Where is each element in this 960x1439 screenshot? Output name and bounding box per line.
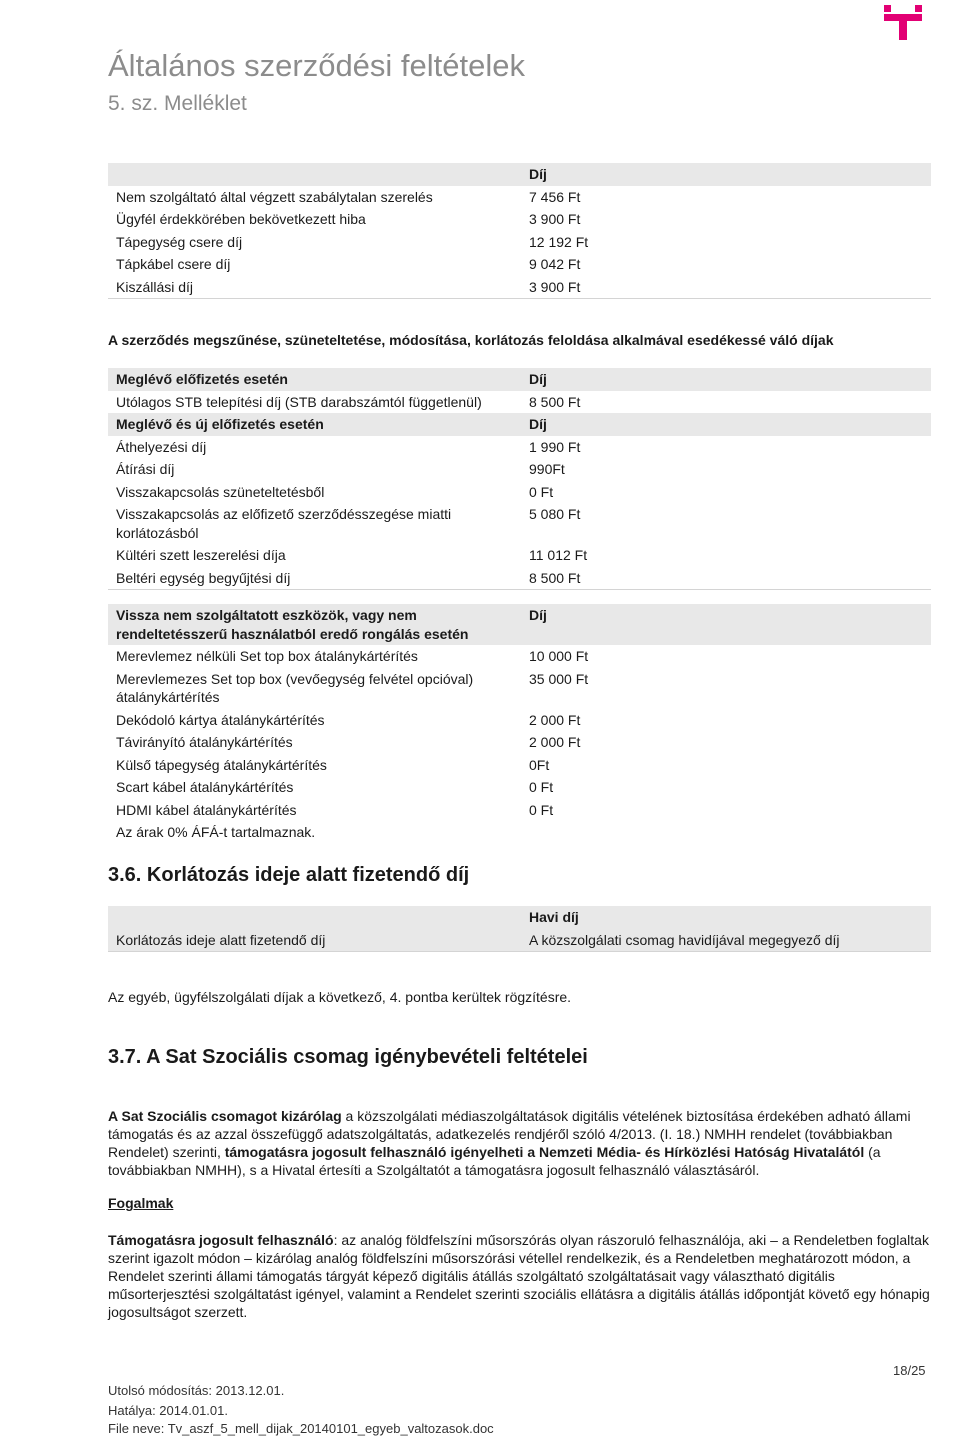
fee-table-installation [108, 163, 931, 299]
telekom-t-logo-icon [884, 2, 922, 40]
fee-table-equipment [108, 604, 931, 844]
group-header: Vissza nem szolgáltatott eszközök, vagy nem rendeltetésszerű használatból eredő rongálás esetén [108, 604, 521, 645]
fee-label: Ügyfél érdekkörében bekövetkezett hiba [116, 211, 366, 227]
group-header: Meglévő és új előfizetés esetén [108, 413, 521, 436]
definition-text: : az analóg földfelszíni műsorszórás olyan rászoruló felhasználója, aki – a Rendeletben foglaltak szerint igazolt módon – kizárólag analóg földfelszíni műsorszórási vétellel rendelkezik, és a Rendeletben meghatározott módon, a Rendelet szerinti állami támogatás tárgyát képező digitális átállás szolgáltató szolgáltatásait vagy választható digitális műsorterjesztési szolgáltatást igényel, valamint a Rendelet szerinti szociális ellátásra a digitális átállás időpontját követő egy hónapig jogosultságot szerzett. [108, 1232, 930, 1320]
fee-label: Dekódoló kártya átalánykártérítés [116, 711, 325, 728]
fee-label: Tápkábel csere díj [116, 256, 231, 272]
section-3-6-heading: 3.6. Korlátozás ideje alatt fizetendő díj [108, 864, 470, 886]
fee-label: Visszakapcsolás az előfizető szerződésszegése miatti korlátozásból [116, 506, 452, 541]
section-heading-termination: A szerződés megszűnése, szüneteltetése, módosítása, korlátozás feloldása alkalmával esedékessé váló díjak [108, 332, 834, 348]
fee-label: Külső tápegység átalánykártérítés [116, 756, 327, 773]
fee-value: 0Ft [529, 756, 550, 773]
fee-label: Utólagos STB telepítési díj (STB darabszámtól függetlenül) [116, 393, 482, 410]
fee-value: A közszolgálati csomag havidíjával megegyező díj [521, 929, 931, 952]
document-subtitle: 5. sz. Melléklet [108, 92, 247, 115]
fee-value: 9 042 Ft [529, 256, 581, 272]
fee-label: Scart kábel átalánykártérítés [116, 779, 294, 795]
vat-note: Az árak 0% ÁFÁ-t tartalmaznak. [116, 824, 316, 840]
fee-value: 7 456 Ft [529, 188, 581, 205]
fee-label: Nem szolgáltató által végzett szabálytalan szerelés [116, 188, 433, 205]
fee-table-restriction [108, 906, 931, 952]
other-fees-note: Az egyéb, ügyfélszolgálati díjak a következő, 4. pontba kerültek rögzítésre. [108, 989, 572, 1005]
bold-phrase: támogatásra jogosult felhasználó igényelheti a Nemzeti Média- és Hírközlési Hatóság Hivatalától [224, 1144, 865, 1160]
fee-label: Merevlemezes Set top box (vevőegység felvétel opcióval) átalánykártérítés [116, 670, 474, 705]
bold-phrase: A Sat Szociális csomagot kizárólag [108, 1108, 342, 1124]
fee-value: 0 Ft [529, 483, 554, 500]
fee-value: 990Ft [529, 461, 565, 477]
fee-value: 10 000 Ft [529, 648, 589, 664]
fee-label: Visszakapcsolás szüneteltetésből [116, 483, 325, 500]
fee-value: 5 080 Ft [529, 506, 581, 522]
fee-header: Díj [521, 368, 931, 391]
fee-label: Távirányító átalánykártérítés [116, 734, 293, 750]
fee-table-termination [108, 368, 931, 590]
document-title: Általános szerződési feltételek [108, 48, 526, 83]
fee-label: Merevlemez nélküli Set top box átalánykártérítés [116, 648, 418, 664]
fee-label: Tápegység csere díj [116, 233, 243, 250]
fee-label: Beltéri egység begyűjtési díj [108, 567, 521, 590]
definition-paragraph [108, 1231, 933, 1321]
fee-value: 35 000 Ft [529, 670, 589, 687]
fee-label: Áthelyezési díj [116, 438, 207, 455]
footer-modified: Utolsó módosítás: 2013.12.01. [108, 1383, 285, 1398]
group-header: Meglévő előfizetés esetén [108, 368, 521, 391]
text-run: a közszolgálati médiaszolgáltatások digitális vételének biztosítása érdekében adható állami támogatás és az azzal összefüggő adatszolgáltatás, adatkezelés rendjéről szóló 4/2013. (I. 18.) NMHH rendelet (továbbiakban Rendelet) szerinti, [108, 1108, 911, 1160]
footer-effective: Hatálya: 2014.01.01. [108, 1403, 228, 1418]
page-number: 18/25 [893, 1363, 926, 1378]
fee-value: 1 990 Ft [529, 438, 581, 455]
fee-value: 8 500 Ft [529, 393, 581, 410]
fee-value: 3 900 Ft [529, 211, 581, 227]
sat-social-paragraph [108, 1107, 933, 1179]
footer-filename: File neve: Tv_aszf_5_mell_dijak_20140101_egyeb_valtozasok.doc [108, 1421, 494, 1436]
fee-value: 11 012 Ft [529, 547, 588, 563]
fee-header: Havi díj [521, 906, 931, 929]
fee-value: 2 000 Ft [529, 711, 581, 728]
term: Támogatásra jogosult felhasználó [108, 1232, 334, 1248]
fee-label: Kültéri szett leszerelési díja [116, 547, 286, 563]
fee-header: Díj [521, 163, 931, 186]
fee-value: 2 000 Ft [529, 734, 581, 750]
fee-value: 0 Ft [529, 779, 554, 795]
fee-header: Díj [521, 604, 931, 645]
fee-value: 8 500 Ft [521, 567, 931, 590]
fee-header: Díj [521, 413, 931, 436]
fee-label: Kiszállási díj [108, 276, 521, 299]
text-run: (a továbbiakban NMHH), s a Hivatal értesíti a Szolgáltatót a támogatásra jogosult felhasználó választásáról. [108, 1144, 881, 1178]
fee-label: HDMI kábel átalánykártérítés [116, 801, 297, 818]
fee-value: 12 192 Ft [529, 233, 589, 250]
fee-label: Átírási díj [116, 461, 175, 477]
definitions-link[interactable]: Fogalmak [108, 1195, 174, 1211]
fee-value: 3 900 Ft [521, 276, 931, 299]
fee-label: Korlátozás ideje alatt fizetendő díj [108, 929, 521, 952]
fee-value: 0 Ft [529, 801, 554, 818]
section-3-7-heading: 3.7. A Sat Szociális csomag igénybevételi feltételei [108, 1046, 588, 1068]
